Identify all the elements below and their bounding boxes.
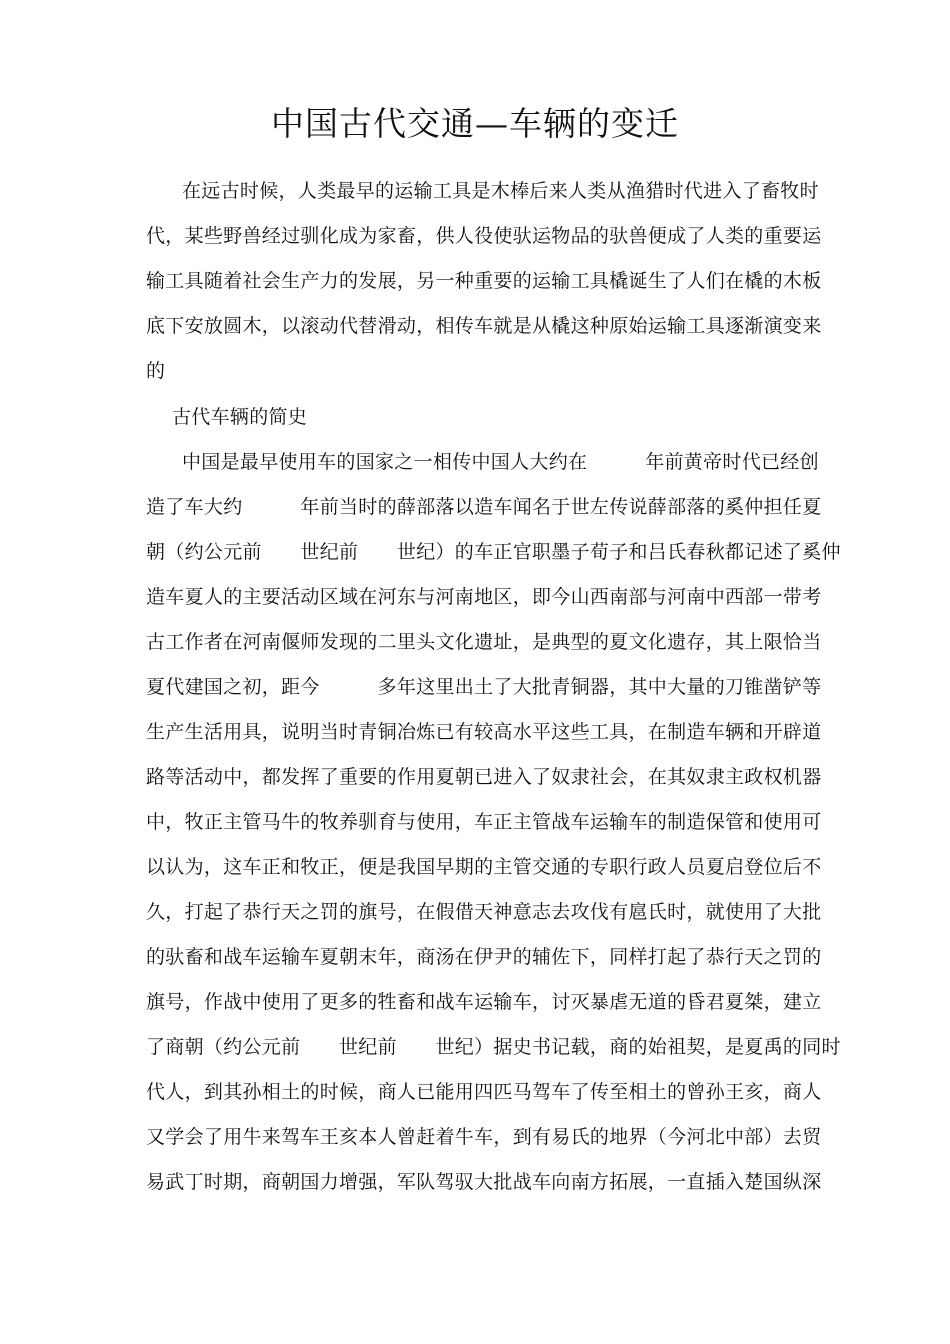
paragraph-line: 中国是最早使用车的国家之一相传中国人大约在 年前黄帝时代已经创 (182, 451, 819, 473)
paragraph-line: 易武丁时期，商朝国力增强，军队驾驭大批战车向南方拓展，一直插入楚国纵深 (146, 1171, 822, 1193)
paragraph-line: 又学会了用牛来驾车王亥本人曾赶着牛车，到有易氏的地界（今河北中部）去贸 (146, 1126, 822, 1148)
paragraph-line: 代人，到其孙相土的时候，商人已能用四匹马驾车了传至相土的曾孙王亥，商人 (146, 1081, 822, 1103)
paragraph-line: 以认为，这车正和牧正，便是我国早期的主管交通的专职行政人员夏启登位后不 (146, 856, 822, 878)
section-heading: 古代车辆的简史 (172, 406, 308, 428)
paragraph-line: 造车夏人的主要活动区域在河东与河南地区，即今山西南部与河南中西部一带考 (146, 586, 822, 608)
paragraph-line: 旗号，作战中使用了更多的牲畜和战车运输车，讨灭暴虐无道的昏君夏桀，建立 (146, 991, 822, 1013)
paragraph-line: 的 (146, 360, 166, 382)
paragraph-line: 输工具随着社会生产力的发展，另一种重要的运输工具橇诞生了人们在橇的木板 (146, 270, 822, 292)
paragraph-line: 路等活动中，都发挥了重要的作用夏朝已进入了奴隶社会，在其奴隶主政权机器 (146, 766, 822, 788)
paragraph-line: 的驮畜和战车运输车夏朝末年，商汤在伊尹的辅佐下，同样打起了恭行天之罚的 (146, 946, 822, 968)
paragraph-line: 了商朝（约公元前 世纪前 世纪）据史书记载，商的始祖契，是夏禹的同时 (146, 1036, 841, 1058)
paragraph-line: 在远古时候，人类最早的运输工具是木棒后来人类从渔猎时代进入了畜牧时 (182, 180, 819, 202)
paragraph-line: 底下安放圆木，以滚动代替滑动，相传车就是从橇这种原始运输工具逐渐演变来 (146, 315, 822, 337)
paragraph-line: 朝（约公元前 世纪前 世纪）的车正官职墨子荀子和吕氏春秋都记述了奚仲 (146, 541, 841, 563)
paragraph-line: 久，打起了恭行天之罚的旗号，在假借天神意志去攻伐有扈氏时，就使用了大批 (146, 901, 822, 923)
paragraph-line: 夏代建国之初，距今 多年这里出土了大批青铜器，其中大量的刀锥凿铲等 (146, 676, 822, 698)
paragraph-line: 中，牧正主管马牛的牧养驯育与使用，车正主管战车运输车的制造保管和使用可 (146, 811, 822, 833)
paragraph-line: 古工作者在河南偃师发现的二里头文化遗址，是典型的夏文化遗存，其上限恰当 (146, 631, 822, 653)
paragraph-line: 代，某些野兽经过驯化成为家畜，供人役使驮运物品的驮兽便成了人类的重要运 (146, 225, 822, 247)
document-title: 中国古代交通—车辆的变迁 (271, 104, 679, 143)
paragraph-line: 生产生活用具，说明当时青铜冶炼已有较高水平这些工具，在制造车辆和开辟道 (146, 721, 822, 743)
paragraph-line: 造了车大约 年前当时的薛部落以造车闻名于世左传说薛部落的奚仲担任夏 (146, 496, 822, 518)
